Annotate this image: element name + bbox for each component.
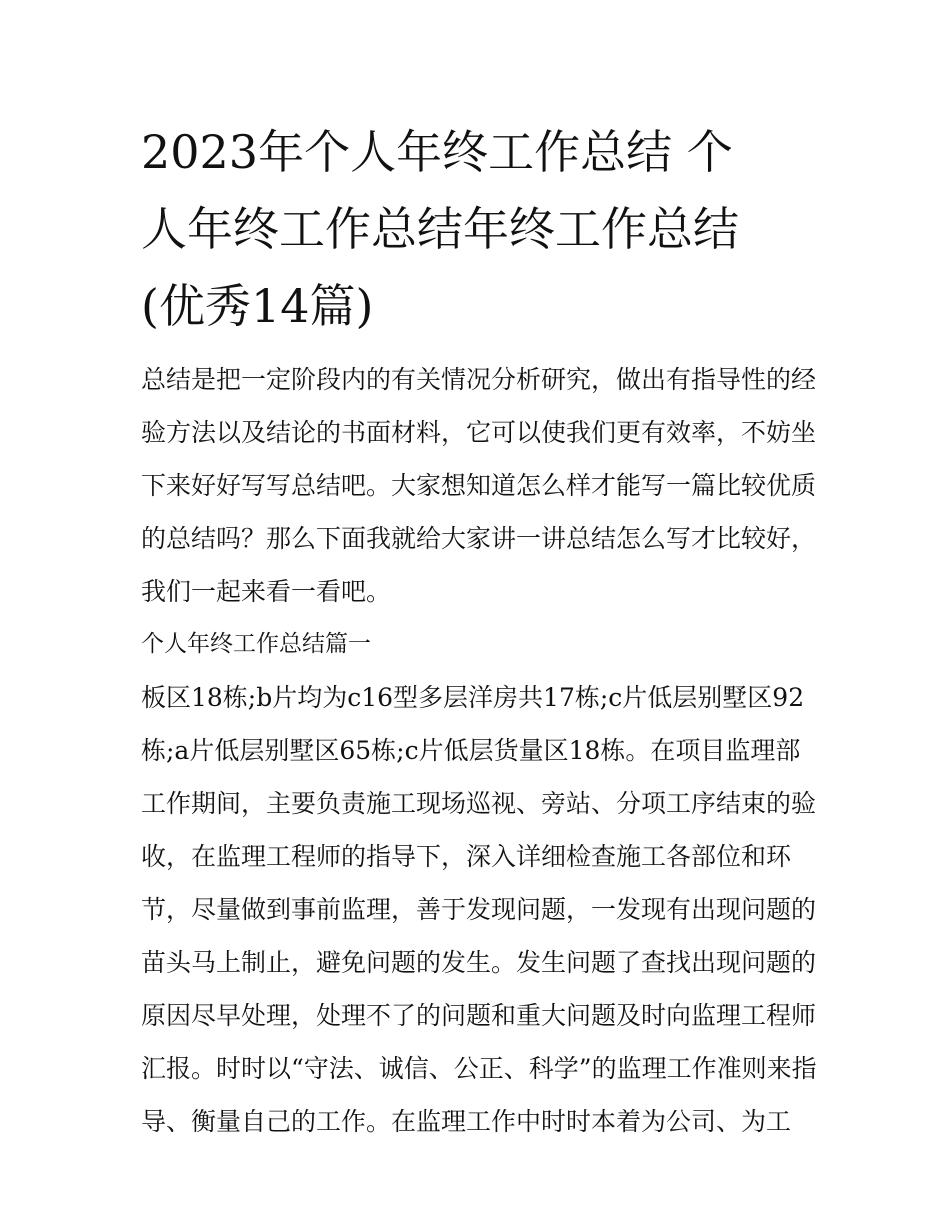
document-body (141, 353, 821, 1148)
title-line: (优秀14篇) (141, 279, 374, 333)
intro-paragraph (141, 353, 821, 618)
text-line: 我们一起来看一看吧。 (141, 577, 392, 606)
text-line: 板区18栋;b片均为c16型多层洋房共17栋;c片低层别墅区92 (141, 683, 805, 712)
document-title (141, 114, 821, 345)
text-line: 苗头马上制止，避免问题的发生。发生问题了查找出现问题的 (141, 948, 817, 977)
title-line: 人年终工作总结年终工作总结 (141, 202, 739, 256)
text-line: 验方法以及结论的书面材料，它可以使我们更有效率，不妨坐 (141, 418, 817, 447)
text-line: 汇报。时时以“守法、诚信、公正、科学”的监理工作准则来指 (141, 1054, 817, 1083)
text-line: 原因尽早处理，处理不了的问题和重大问题及时向监理工程师 (141, 1001, 817, 1030)
title-line: 2023年个人年终工作总结 个 (141, 125, 733, 179)
text-line: 节，尽量做到事前监理，善于发现问题，一发现有出现问题的 (141, 895, 817, 924)
section-paragraph (141, 671, 821, 1148)
text-line: 总结是把一定阶段内的有关情况分析研究，做出有指导性的经 (141, 365, 817, 394)
text-line: 导、衡量自己的工作。在监理工作中时时本着为公司、为工 (141, 1107, 792, 1136)
text-line: 收，在监理工程师的指导下，深入详细检查施工各部位和环 (141, 842, 792, 871)
text-line: 下来好好写写总结吧。大家想知道怎么样才能写一篇比较优质 (141, 471, 817, 500)
text-line: 工作期间，主要负责施工现场巡视、旁站、分项工序结束的验 (141, 789, 817, 818)
text-line: 的总结吗？那么下面我就给大家讲一讲总结怎么写才比较好， (141, 524, 817, 553)
section-heading: 个人年终工作总结篇一 (141, 631, 371, 657)
text-line: 栋;a片低层别墅区65栋;c片低层货量区18栋。在项目监理部 (141, 736, 801, 765)
